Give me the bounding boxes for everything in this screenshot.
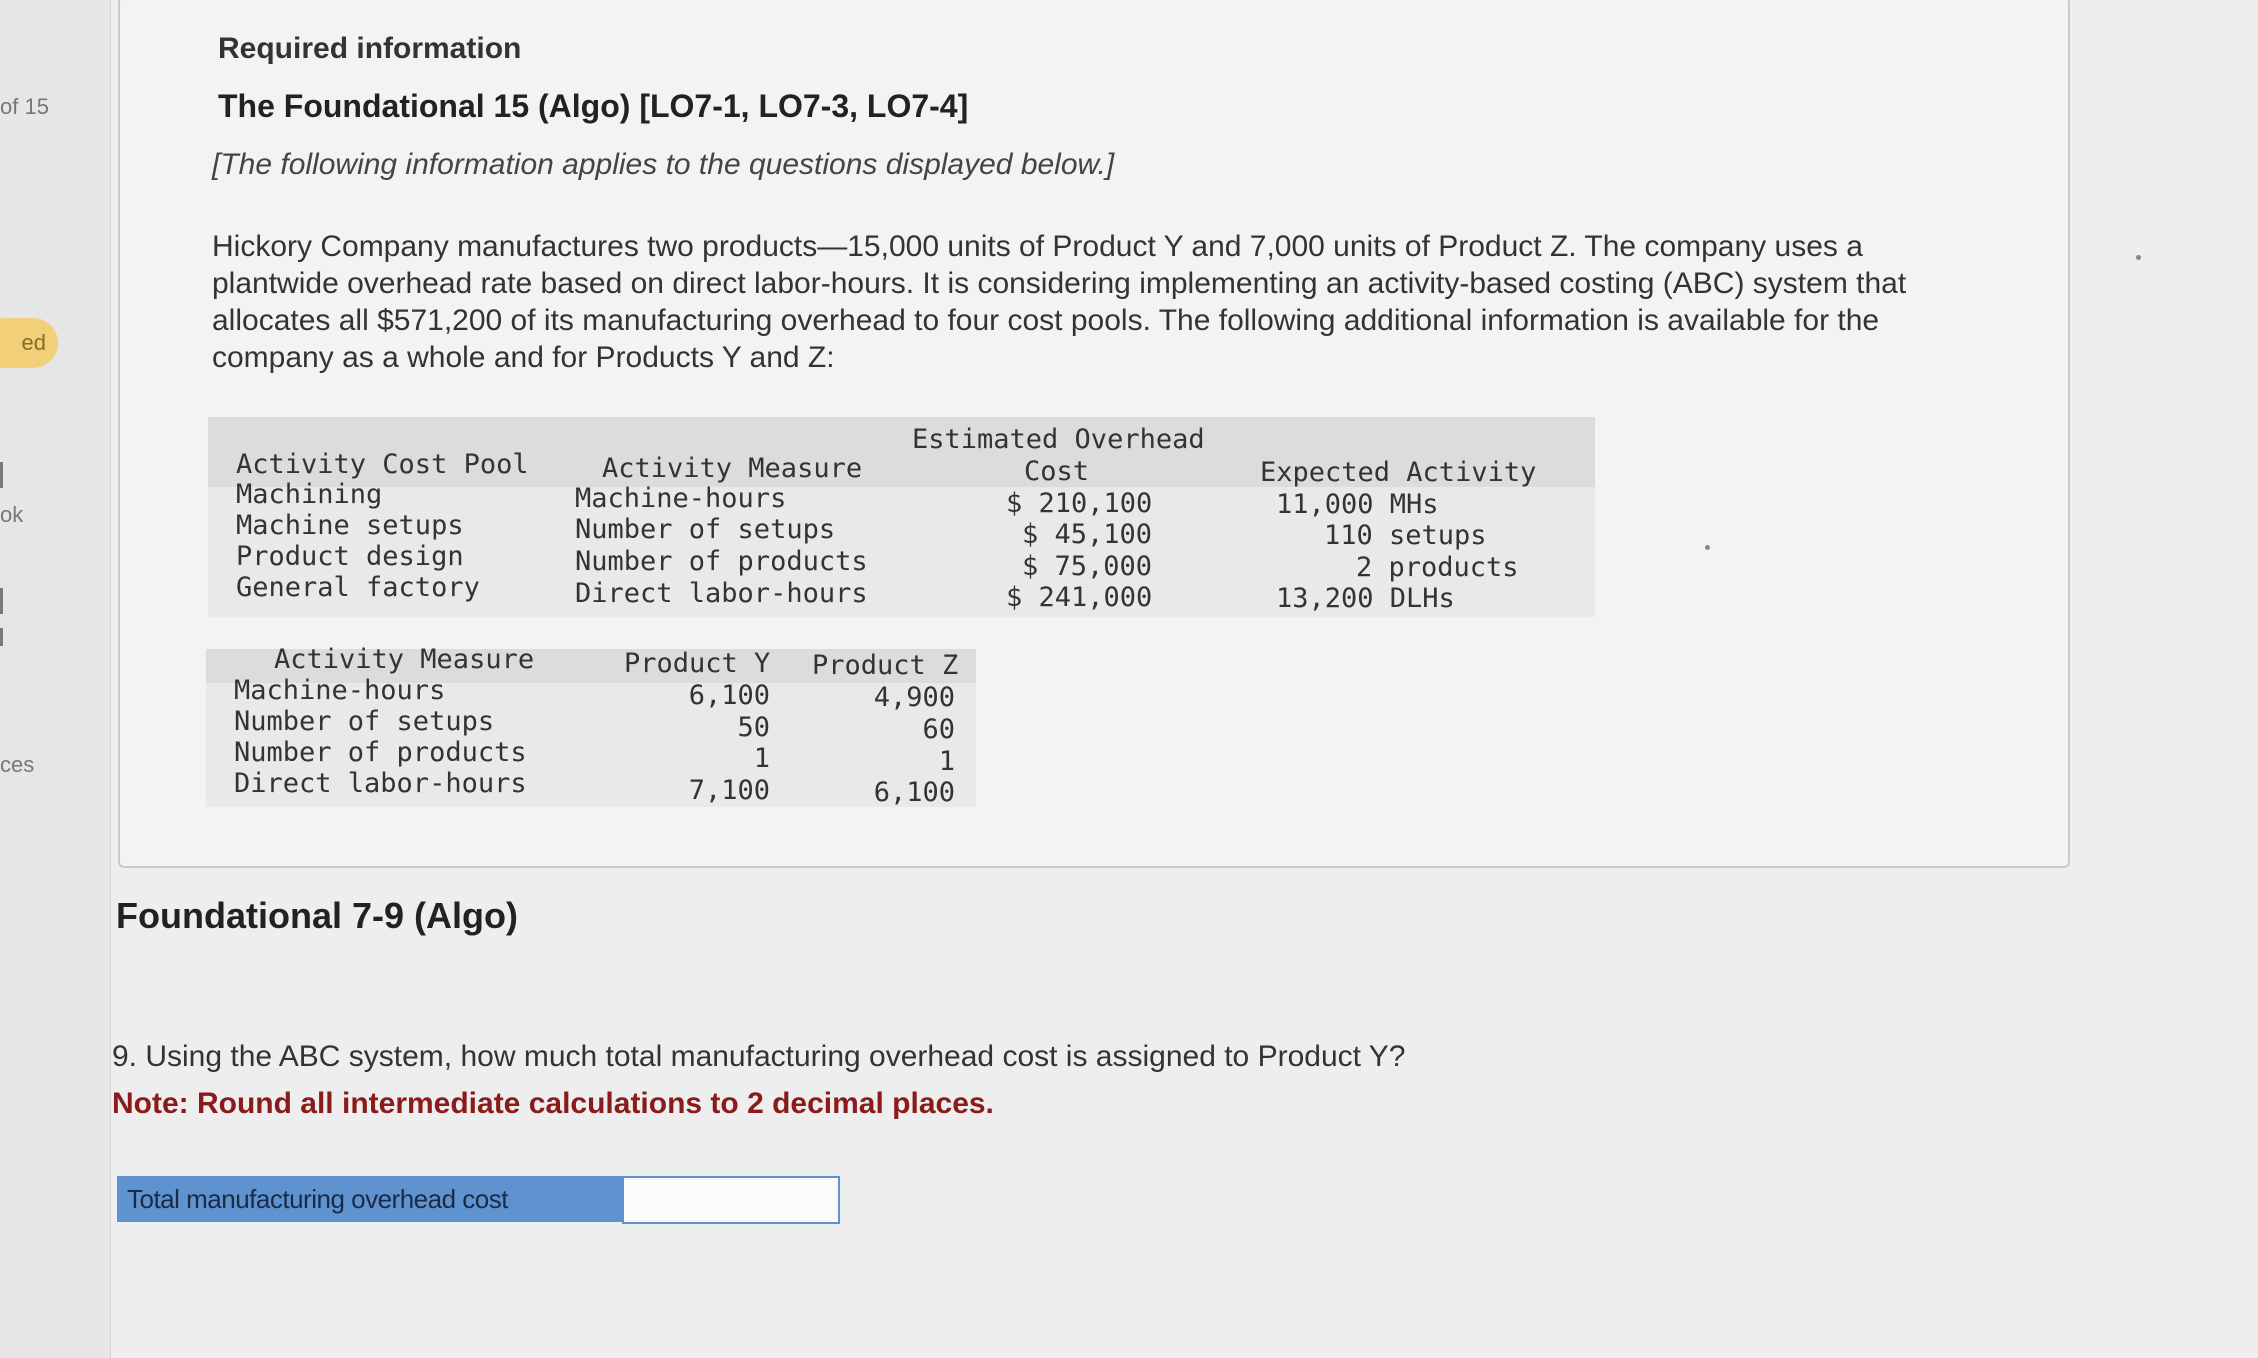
- col-header-expected: Expected Activity: [1260, 457, 1537, 488]
- sidebar-item-b[interactable]: ces: [0, 752, 35, 777]
- table-cell: 11,000 MHs: [1276, 489, 1439, 520]
- col-header-measure: Activity Measure: [602, 453, 863, 484]
- table-cell: 2 products: [1356, 552, 1519, 583]
- sidebar-marker: [0, 588, 3, 614]
- table-cell: 7,100: [688, 775, 770, 806]
- col-header-cost-line1: Estimated Overhead: [912, 424, 1205, 455]
- table-cell: $ 75,000: [1022, 551, 1153, 582]
- question-text: 9. Using the ABC system, how much total manufacturing overhead cost is assigned to Product Y?: [112, 1040, 1406, 1073]
- table-cell: Number of products: [234, 737, 527, 768]
- sidebar-item-a[interactable]: ok: [0, 502, 24, 527]
- table-cell: Machine setups: [236, 510, 464, 541]
- table-cell: Machining: [236, 479, 383, 510]
- table-cell: 6,100: [873, 777, 955, 808]
- col-header-measure: Activity Measure: [274, 644, 535, 675]
- col-header-pool: Activity Cost Pool: [236, 449, 529, 480]
- table-cell: Product design: [236, 541, 464, 572]
- col-header-product-y: Product Y: [624, 648, 771, 679]
- col-header-cost-line2: Cost: [1024, 456, 1090, 487]
- table-cell: 1: [753, 743, 770, 774]
- table-cell: 4,900: [873, 682, 955, 713]
- table-cell: 6,100: [688, 680, 770, 711]
- table-cell: $ 241,000: [1006, 582, 1153, 613]
- rounding-note: Note: Round all intermediate calculations to 2 decimal places.: [112, 1087, 994, 1120]
- answer-label: Total manufacturing overhead cost: [117, 1176, 622, 1222]
- dust-mark: [2136, 255, 2141, 260]
- table-cell: Machine-hours: [234, 675, 446, 706]
- sidebar-marker: [0, 628, 3, 646]
- table-cell: Number of setups: [575, 514, 836, 545]
- required-info-heading: Required information: [218, 32, 522, 65]
- table-cell: Machine-hours: [575, 483, 787, 514]
- table-cell: Direct labor-hours: [234, 768, 527, 799]
- table-cell: 60: [922, 714, 955, 745]
- progress-indicator: of 15: [0, 94, 49, 119]
- section-title: Foundational 7-9 (Algo): [116, 895, 518, 936]
- table-cell: Number of setups: [234, 706, 495, 737]
- status-badge[interactable]: ed: [0, 318, 58, 368]
- sidebar-marker: [0, 462, 3, 488]
- page-title: The Foundational 15 (Algo) [LO7-1, LO7-3, LO7-4]: [218, 88, 969, 124]
- table-cell: 50: [737, 712, 770, 743]
- dust-mark: [1705, 545, 1710, 550]
- table-cell: 110 setups: [1324, 520, 1487, 551]
- problem-description: Hickory Company manufactures two products—15,000 units of Product Y and 7,000 units of Product Z. The company uses a plantwide overhead rate based on direct labor-hours. It is considering implementing an activity-based costing (ABC) system that allocates all $571,200 of its manufacturing overhead to four cost pools. The following additional information is available for the company as a whole and for Products Y and Z:: [212, 230, 1907, 374]
- table-cell: $ 210,100: [1006, 488, 1153, 519]
- info-subtitle: [The following information applies to the questions displayed below.]: [212, 148, 1115, 181]
- table-cell: Direct labor-hours: [575, 578, 868, 609]
- table-cell: 1: [938, 746, 955, 777]
- total-overhead-input[interactable]: [622, 1176, 840, 1224]
- table-cell: $ 45,100: [1022, 519, 1153, 550]
- left-sidebar: [0, 0, 111, 1358]
- table-cell: 13,200 DLHs: [1276, 583, 1455, 614]
- table-cell: Number of products: [575, 546, 868, 577]
- col-header-product-z: Product Z: [812, 650, 959, 681]
- table-cell: General factory: [236, 572, 480, 603]
